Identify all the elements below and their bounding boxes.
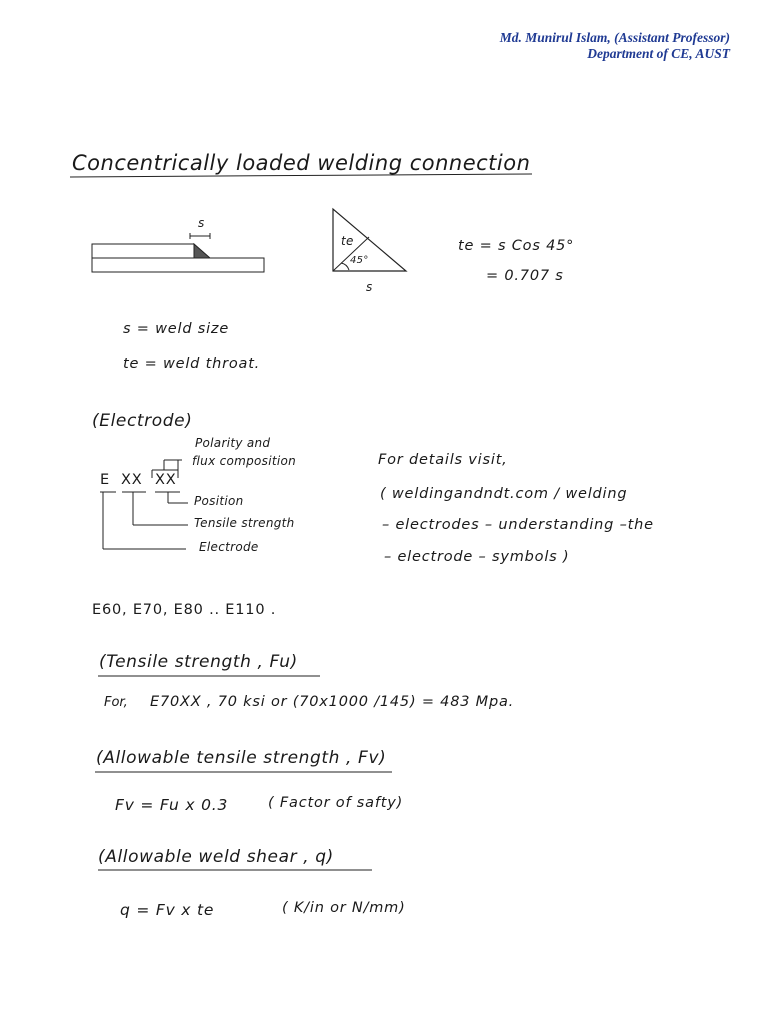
link-line-2: – electrodes – understanding –the bbox=[382, 517, 654, 533]
polarity-label-2: flux composition bbox=[192, 454, 297, 468]
angle-arc bbox=[341, 263, 349, 270]
def-weld-size: s = weld size bbox=[123, 321, 230, 337]
link-line-3: – electrode – symbols ) bbox=[384, 549, 570, 565]
author-name: Md. Munirul Islam, (Assistant Professor) bbox=[499, 30, 730, 45]
angle-label: 45° bbox=[350, 255, 369, 266]
triangle-base-label: s bbox=[366, 280, 373, 294]
tensile-for: For, bbox=[104, 695, 128, 710]
department: Department of CE, AUST bbox=[587, 46, 730, 61]
upper-plate bbox=[92, 244, 194, 258]
allowable-tensile-heading: (Allowable tensile strength , Fv) bbox=[96, 748, 387, 768]
weld-fillet bbox=[194, 244, 210, 258]
electrode-heading: (Electrode) bbox=[92, 411, 193, 431]
def-weld-throat: te = weld throat. bbox=[123, 356, 261, 372]
tensile-equation: E70XX , 70 ksi or (70x1000 /145) = 483 Mpa. bbox=[150, 694, 515, 710]
throat-label: te bbox=[341, 234, 354, 248]
allowable-shear-equation: q = Fv x te bbox=[120, 901, 215, 919]
electrode-label: Electrode bbox=[199, 540, 259, 554]
code-polarity: XX bbox=[155, 472, 177, 488]
allowable-tensile-equation: Fv = Fu x 0.3 bbox=[115, 796, 229, 814]
allowable-shear-heading: (Allowable weld shear , q) bbox=[98, 847, 334, 867]
throat-equation: te = s Cos 45° bbox=[458, 238, 575, 254]
position-label: Position bbox=[194, 494, 244, 508]
link-line-1: ( weldingandndt.com / welding bbox=[380, 486, 628, 502]
lower-plate bbox=[92, 258, 264, 272]
tensile-label: Tensile strength bbox=[194, 516, 295, 530]
polarity-label-1: Polarity and bbox=[195, 436, 271, 450]
throat-result: = 0.707 s bbox=[486, 268, 564, 284]
factor-of-safety-note: ( Factor of safty) bbox=[268, 795, 404, 811]
code-position: XX bbox=[121, 472, 143, 488]
details-visit: For details visit, bbox=[378, 452, 508, 468]
tensile-heading: (Tensile strength , Fu) bbox=[99, 652, 298, 672]
shear-units-note: ( K/in or N/mm) bbox=[282, 900, 406, 916]
weld-size-label: s bbox=[198, 216, 205, 230]
code-e: E bbox=[100, 472, 110, 488]
electrode-grades: E60, E70, E80 .. E110 . bbox=[92, 602, 277, 618]
page-title: Concentrically loaded welding connection bbox=[72, 151, 531, 175]
